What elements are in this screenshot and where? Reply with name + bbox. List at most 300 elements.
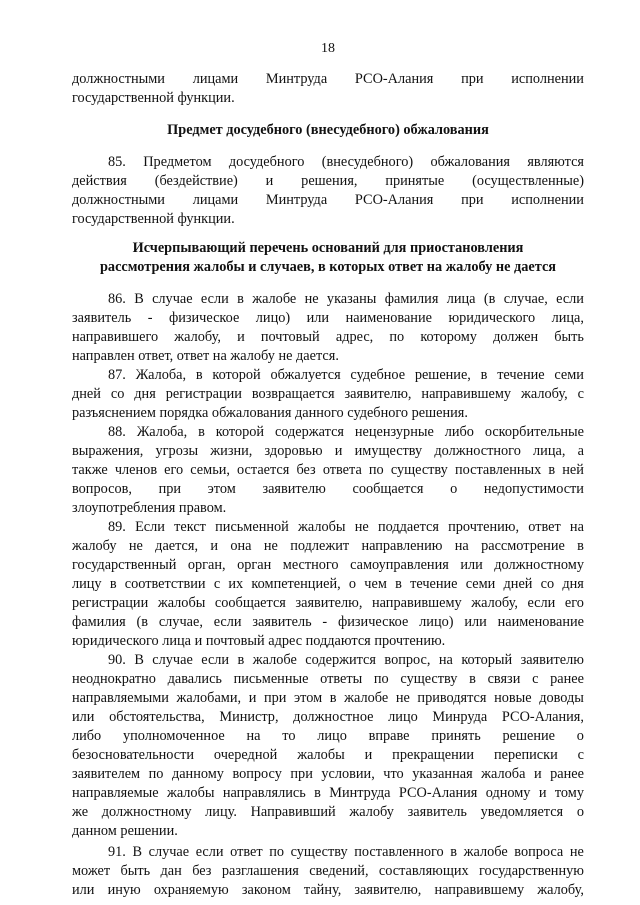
word: не bbox=[128, 538, 143, 554]
paragraph-90-line: данном решении. bbox=[72, 823, 178, 839]
word: если bbox=[201, 652, 230, 668]
word: семи bbox=[465, 576, 496, 592]
word: жалоба bbox=[481, 766, 526, 782]
word: письменные bbox=[233, 671, 309, 687]
word: направившего bbox=[72, 329, 159, 345]
word: жалобу, bbox=[471, 595, 518, 611]
word: лица, bbox=[551, 310, 584, 326]
word: очередной bbox=[213, 747, 278, 763]
word: содержится bbox=[305, 652, 376, 668]
paragraph-89-line bbox=[108, 518, 584, 537]
word: (в bbox=[136, 614, 148, 630]
word: направлению bbox=[361, 538, 443, 554]
word: (внесудебного) bbox=[321, 154, 414, 170]
word: и bbox=[237, 329, 245, 345]
word: 86. bbox=[108, 291, 126, 307]
word: случае, bbox=[503, 291, 548, 307]
document-page bbox=[72, 0, 584, 905]
word: РСО-Алания bbox=[398, 785, 478, 801]
word: течение bbox=[410, 576, 458, 592]
word: заявитель bbox=[407, 804, 467, 820]
word: этом bbox=[294, 690, 323, 706]
word: В bbox=[134, 652, 144, 668]
word: должностному bbox=[101, 804, 192, 820]
word: направляемыми bbox=[72, 690, 169, 706]
word: или bbox=[72, 709, 95, 725]
word: лица bbox=[446, 291, 476, 307]
word: обжалования bbox=[430, 154, 510, 170]
word: на bbox=[569, 519, 584, 535]
paragraph-89-line bbox=[72, 537, 584, 556]
word: с bbox=[532, 671, 539, 687]
word: то bbox=[282, 728, 296, 744]
section-heading: Исчерпывающий перечень оснований для приостановления bbox=[132, 240, 524, 256]
word: ранее bbox=[550, 671, 584, 687]
word: лицо bbox=[388, 709, 418, 725]
word: Жалоба, bbox=[136, 424, 188, 440]
word: их bbox=[228, 576, 244, 592]
word: сообщается bbox=[214, 595, 286, 611]
word: и bbox=[248, 690, 257, 706]
word: государственный bbox=[72, 557, 177, 573]
word: угрозы bbox=[155, 443, 199, 459]
word: дней bbox=[72, 386, 101, 402]
word: быть bbox=[120, 863, 151, 879]
word: случае bbox=[148, 844, 190, 860]
word: 91. bbox=[108, 844, 126, 860]
word: а bbox=[577, 443, 584, 459]
word: также bbox=[72, 462, 108, 478]
word: Предметом bbox=[143, 154, 212, 170]
word: ответ bbox=[528, 519, 561, 535]
word: жалобы bbox=[297, 747, 345, 763]
paragraph-90-line bbox=[72, 746, 584, 765]
word: заявителю bbox=[520, 652, 584, 668]
word: в bbox=[198, 424, 205, 440]
word: жалобу bbox=[72, 538, 117, 554]
word: сообщается bbox=[352, 481, 424, 497]
word: с bbox=[213, 576, 221, 592]
paragraph-86-line: направлен ответ, ответ на жалобу не дается. bbox=[72, 348, 339, 364]
word: при bbox=[461, 71, 484, 87]
word: доводы bbox=[539, 690, 584, 706]
word: в bbox=[450, 844, 458, 860]
word: жалобу, bbox=[521, 386, 568, 402]
word: Если bbox=[135, 519, 165, 535]
word: фамилия bbox=[384, 291, 439, 307]
word: охраняемую bbox=[153, 882, 229, 898]
paragraph-91-line bbox=[108, 843, 584, 862]
word: на bbox=[438, 652, 453, 668]
word: сведений, bbox=[309, 863, 369, 879]
word: решения, bbox=[301, 173, 358, 189]
paragraph-88-line bbox=[72, 442, 584, 461]
word: жалобе bbox=[252, 652, 297, 668]
word: этом bbox=[207, 481, 236, 497]
word: о bbox=[450, 481, 458, 497]
word: о bbox=[576, 728, 584, 744]
word: и bbox=[364, 747, 373, 763]
word: давались bbox=[167, 671, 222, 687]
word: существу bbox=[390, 462, 448, 478]
word: которому bbox=[420, 329, 477, 345]
word: - bbox=[322, 614, 328, 630]
word: законом bbox=[241, 882, 291, 898]
word: указаны bbox=[326, 291, 377, 307]
paragraph-88-line bbox=[108, 423, 584, 442]
section-heading: Предмет досудебного (внесудебного) обжалования bbox=[167, 122, 489, 138]
word: при bbox=[263, 690, 287, 706]
word: лицо) bbox=[255, 310, 291, 326]
word: что bbox=[383, 766, 404, 782]
word: лицу. bbox=[205, 804, 237, 820]
word: по bbox=[373, 671, 389, 687]
word: заявителю, bbox=[295, 595, 363, 611]
word: в bbox=[480, 367, 488, 383]
word: здоровью bbox=[264, 443, 323, 459]
word: не bbox=[395, 690, 410, 706]
word: регистрации bbox=[165, 386, 242, 402]
word: тайну, bbox=[303, 882, 342, 898]
word: Минтруда bbox=[265, 71, 328, 87]
word: быть bbox=[554, 329, 584, 345]
word: в bbox=[577, 538, 584, 554]
word: существу bbox=[400, 671, 458, 687]
word: лицо) bbox=[419, 614, 454, 630]
word: составляющих bbox=[378, 863, 469, 879]
word: она bbox=[230, 538, 252, 554]
word: РСО-Алания, bbox=[501, 709, 584, 725]
word: в bbox=[195, 367, 203, 383]
word: при bbox=[461, 192, 484, 208]
word: в bbox=[548, 462, 556, 478]
word: жалобе bbox=[463, 844, 508, 860]
word: физическое bbox=[338, 614, 409, 630]
word: (бездействие) bbox=[154, 173, 238, 189]
word: обжалуется bbox=[270, 367, 341, 383]
word: жалобами, bbox=[176, 690, 242, 706]
word: безосновательности bbox=[72, 747, 195, 763]
paragraph-90-line bbox=[72, 803, 584, 822]
word: жизни, bbox=[210, 443, 253, 459]
word: юридического bbox=[448, 310, 536, 326]
word: направившему bbox=[372, 595, 462, 611]
paragraph-90-line bbox=[72, 765, 584, 784]
word: соответствии bbox=[124, 576, 206, 592]
word: остается bbox=[237, 462, 290, 478]
word: или bbox=[306, 310, 330, 326]
word: возвращается bbox=[251, 386, 335, 402]
word: по bbox=[269, 844, 285, 860]
paragraph-85-line bbox=[72, 191, 584, 210]
word: без bbox=[192, 863, 212, 879]
word: ответа bbox=[322, 462, 362, 478]
word: действия bbox=[72, 173, 127, 189]
word: адрес, bbox=[335, 329, 374, 345]
word: заявитель bbox=[252, 614, 312, 630]
word: или bbox=[464, 614, 487, 630]
word: жалобу, bbox=[537, 882, 584, 898]
word: (в bbox=[483, 291, 496, 307]
word: лицу bbox=[72, 576, 102, 592]
word: решение, bbox=[414, 367, 471, 383]
word: которой bbox=[215, 424, 265, 440]
word: по bbox=[148, 766, 164, 782]
word: Минтруда bbox=[329, 785, 391, 801]
word: направляемые bbox=[72, 785, 159, 801]
word: поставленных bbox=[454, 462, 542, 478]
word: должностными bbox=[72, 192, 165, 208]
word: и bbox=[265, 173, 274, 189]
paragraph-91-line bbox=[72, 881, 584, 900]
word: В bbox=[132, 844, 143, 860]
word: неоднократно bbox=[72, 671, 156, 687]
word: жалобы bbox=[157, 595, 206, 611]
word: не bbox=[354, 519, 369, 535]
word: и bbox=[533, 766, 542, 782]
word: дня bbox=[134, 386, 156, 402]
paragraph-85-line bbox=[72, 172, 584, 191]
word: в bbox=[395, 576, 402, 592]
word: вопрос, bbox=[384, 652, 431, 668]
word: случае, bbox=[158, 614, 203, 630]
word: текст bbox=[174, 519, 206, 535]
word: или bbox=[72, 882, 95, 898]
word: - bbox=[147, 310, 153, 326]
word: семи bbox=[554, 367, 584, 383]
word: физическое bbox=[168, 310, 240, 326]
word: подлежит bbox=[290, 538, 350, 554]
word: его bbox=[564, 595, 584, 611]
word: одному bbox=[485, 785, 531, 801]
word: о bbox=[348, 576, 357, 592]
paragraph-87-line bbox=[108, 366, 584, 385]
word: (осуществленные) bbox=[472, 173, 584, 189]
word: который bbox=[461, 652, 513, 668]
word: жалобе bbox=[252, 291, 297, 307]
word: не bbox=[569, 844, 584, 860]
word: прекращении bbox=[392, 747, 475, 763]
word: должностными bbox=[72, 71, 165, 87]
word: письменной bbox=[215, 519, 289, 535]
word: исполнении bbox=[511, 192, 584, 208]
word: обстоятельства, bbox=[109, 709, 205, 725]
word: жалобу bbox=[349, 804, 394, 820]
word: не bbox=[304, 291, 319, 307]
paragraph-89-line bbox=[72, 613, 584, 632]
paragraph-90-line bbox=[108, 651, 584, 670]
word: вопроса bbox=[514, 844, 564, 860]
word: вопросов, bbox=[72, 481, 132, 497]
word: должностное bbox=[293, 709, 374, 725]
paragraph-87-line: разъяснением порядка обжалования данного судебного решения. bbox=[72, 405, 468, 421]
word: принятые bbox=[385, 173, 445, 189]
paragraph-86-line bbox=[72, 328, 584, 347]
word: в bbox=[237, 291, 244, 307]
text-line: государственной функции. bbox=[72, 90, 235, 106]
word: ответы bbox=[320, 671, 363, 687]
paragraph-90-line bbox=[72, 727, 584, 746]
word: если bbox=[195, 844, 224, 860]
paragraph-90-line bbox=[72, 708, 584, 727]
word: прочтению, bbox=[448, 519, 520, 535]
word: Направивший bbox=[250, 804, 336, 820]
word: связи bbox=[487, 671, 521, 687]
word: РСО-Алания bbox=[354, 71, 434, 87]
word: принять bbox=[431, 728, 481, 744]
word: лицо bbox=[317, 728, 347, 744]
word: имуществу bbox=[354, 443, 423, 459]
word: 85. bbox=[108, 154, 126, 170]
word: уведомляется bbox=[480, 804, 564, 820]
word: дней bbox=[503, 576, 533, 592]
word: лицами bbox=[192, 192, 239, 208]
word: жалобу, bbox=[174, 329, 221, 345]
word: должностному bbox=[494, 557, 584, 573]
word: регистрации bbox=[72, 595, 149, 611]
word: вправе bbox=[368, 728, 410, 744]
word: ответ bbox=[230, 844, 263, 860]
word: ней bbox=[562, 462, 584, 478]
word: со bbox=[110, 386, 125, 402]
word: фамилия bbox=[72, 614, 126, 630]
paragraph-85-line: государственной функции. bbox=[72, 211, 235, 227]
word: может bbox=[72, 863, 111, 879]
paragraph-88-line bbox=[72, 461, 584, 480]
word: с bbox=[577, 386, 584, 402]
word: 87. bbox=[108, 367, 126, 383]
word: компетенцией, bbox=[251, 576, 341, 592]
paragraph-86-line bbox=[72, 309, 584, 328]
word: орган bbox=[237, 557, 272, 573]
word: тому bbox=[554, 785, 584, 801]
word: направлялись bbox=[222, 785, 306, 801]
paragraph-90-line bbox=[72, 784, 584, 803]
word: дня bbox=[562, 576, 584, 592]
word: не bbox=[263, 538, 278, 554]
word: оскорбительные bbox=[484, 424, 584, 440]
word: жалобе bbox=[344, 690, 389, 706]
word: в bbox=[329, 690, 337, 706]
word: в bbox=[469, 671, 476, 687]
word: же bbox=[72, 804, 89, 820]
word: решение bbox=[502, 728, 556, 744]
word: данному bbox=[171, 766, 224, 782]
word: нецензурные bbox=[354, 424, 434, 440]
word: Министр, bbox=[219, 709, 279, 725]
word: если bbox=[556, 291, 584, 307]
word: приводятся bbox=[417, 690, 487, 706]
word: переписки bbox=[493, 747, 558, 763]
word: в bbox=[314, 785, 321, 801]
word: в bbox=[237, 652, 245, 668]
word: дается, bbox=[155, 538, 199, 554]
paragraph-89-line bbox=[72, 575, 584, 594]
word: Минтруда bbox=[265, 192, 328, 208]
paragraph-90-line bbox=[72, 689, 584, 708]
word: если bbox=[527, 595, 556, 611]
word: которой bbox=[212, 367, 261, 383]
word: при bbox=[158, 481, 182, 497]
word: поддается bbox=[377, 519, 439, 535]
word: лицами bbox=[192, 71, 239, 87]
paragraph-89-line: юридического лица и почтовый адрес поддаются прочтению. bbox=[72, 633, 446, 649]
word: иную bbox=[107, 882, 141, 898]
word: заявителю bbox=[262, 481, 326, 497]
paragraph-89-line bbox=[72, 594, 584, 613]
word: и bbox=[538, 785, 547, 801]
word: 89. bbox=[108, 519, 126, 535]
word: о bbox=[576, 804, 584, 820]
word: и bbox=[334, 443, 343, 459]
word: являются bbox=[527, 154, 584, 170]
section-heading: рассмотрения жалобы и случаев, в которых ответ на жалобу не дается bbox=[99, 259, 557, 275]
word: указанная bbox=[412, 766, 473, 782]
word: должностного bbox=[434, 443, 521, 459]
page-number: 18 bbox=[321, 41, 335, 56]
word: местного bbox=[282, 557, 339, 573]
word: наименование bbox=[497, 614, 584, 630]
word: выражения, bbox=[72, 443, 144, 459]
word: самоуправления bbox=[350, 557, 449, 573]
word: Жалоба, bbox=[135, 367, 187, 383]
word: должен bbox=[493, 329, 539, 345]
word: либо bbox=[72, 728, 102, 744]
word: орган, bbox=[187, 557, 226, 573]
word: наименование bbox=[345, 310, 432, 326]
word: по bbox=[389, 329, 405, 345]
word: почтовый bbox=[260, 329, 320, 345]
word: условии, bbox=[321, 766, 375, 782]
word: по bbox=[368, 462, 384, 478]
word: досудебного bbox=[228, 154, 305, 170]
word: заявителю, bbox=[344, 386, 412, 402]
word: случае bbox=[152, 291, 193, 307]
word: разглашения bbox=[221, 863, 299, 879]
word: заявителю, bbox=[354, 882, 422, 898]
word: направившему bbox=[421, 386, 512, 402]
word: 88. bbox=[108, 424, 126, 440]
word: судебное bbox=[350, 367, 406, 383]
word: членов bbox=[114, 462, 158, 478]
word: если bbox=[213, 614, 242, 630]
word: лица, bbox=[533, 443, 566, 459]
paragraph-88-line bbox=[72, 480, 584, 499]
word: на bbox=[454, 538, 469, 554]
word: Минруда bbox=[432, 709, 488, 725]
word: на bbox=[246, 728, 261, 744]
word: уполномоченное bbox=[122, 728, 225, 744]
word: новые bbox=[494, 690, 532, 706]
word: случае bbox=[152, 652, 193, 668]
word: либо bbox=[444, 424, 474, 440]
word: В bbox=[134, 291, 144, 307]
word: направившему bbox=[434, 882, 525, 898]
word: жалобы bbox=[166, 785, 215, 801]
word: при bbox=[290, 766, 313, 782]
word: и bbox=[210, 538, 219, 554]
word: 90. bbox=[108, 652, 126, 668]
word: его bbox=[164, 462, 184, 478]
paragraph-87-line bbox=[72, 385, 584, 404]
word: заявитель bbox=[72, 310, 132, 326]
word: недопустимости bbox=[483, 481, 584, 497]
word: исполнении bbox=[511, 71, 584, 87]
word: содержатся bbox=[274, 424, 345, 440]
paragraph-88-line: злоупотребления правом. bbox=[72, 500, 227, 516]
word: государственную bbox=[479, 863, 584, 879]
text-line bbox=[72, 70, 584, 89]
